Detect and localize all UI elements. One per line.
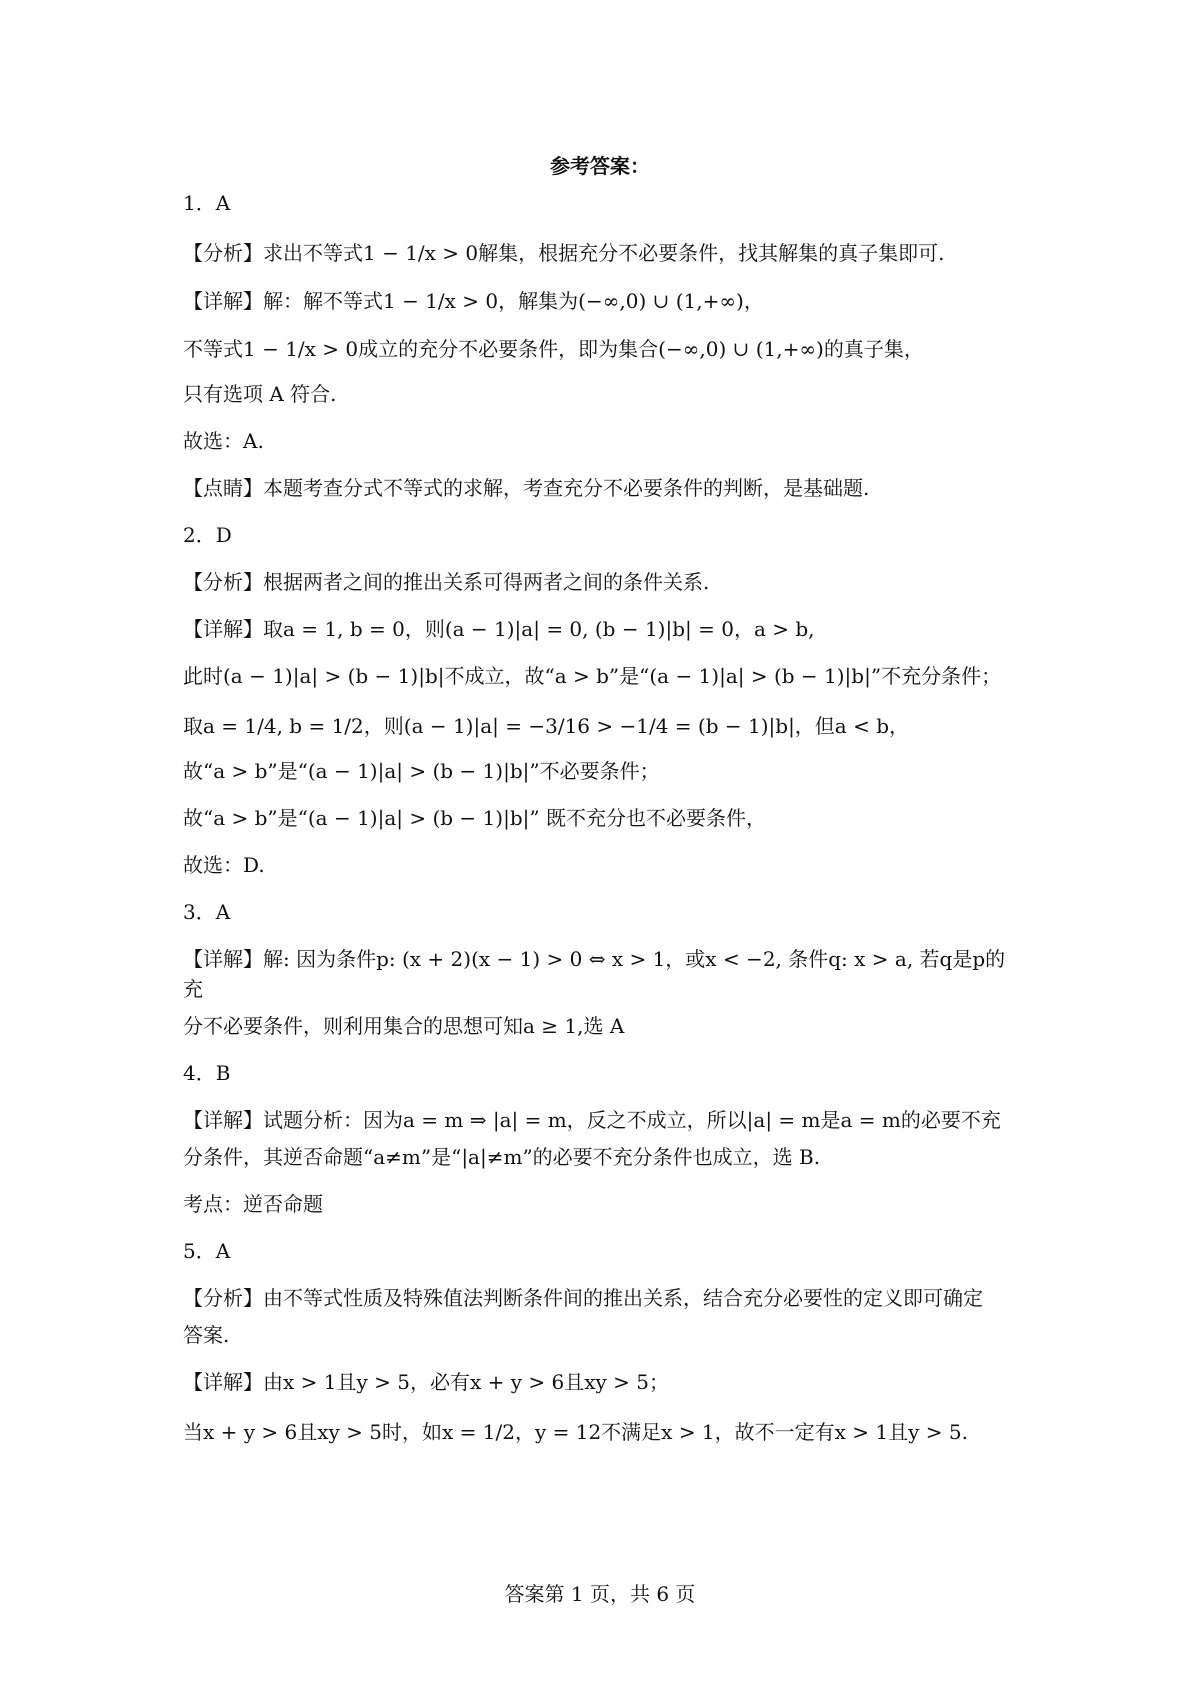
answer-4-topic: 考点：逆否命题 (183, 1192, 323, 1216)
answer-5-analysis: 【分析】由不等式性质及特殊值法判断条件间的推出关系，结合充分必要性的定义即可确定 (183, 1286, 983, 1310)
page-title: 参考答案： (550, 154, 650, 178)
answer-2-detail-line: 取a = 1/4, b = 1/2，则(a − 1)|a| = −3/16 > −1/4 = (b − 1)|b|，但a < b， (183, 714, 910, 738)
answer-2-choice: 故选：D. (183, 853, 265, 877)
answer-1-detail-line: 只有选项 A 符合. (183, 382, 337, 406)
answer-5-analysis-line: 答案. (183, 1323, 230, 1347)
answer-5-detail: 【详解】由x > 1且y > 5，必有x + y > 6且xy > 5； (183, 1370, 669, 1394)
answer-1-detail: 【详解】解：解不等式1 − 1/x > 0，解集为(−∞,0) ∪ (1,+∞)， (183, 289, 764, 313)
answer-3-heading: 3．A (183, 900, 231, 924)
answer-5-detail-line: 当x + y > 6且xy > 5时，如x = 1/2，y = 12不满足x > 1，故不一定有x > 1且y > 5. (183, 1420, 968, 1444)
answer-2-detail-line: 此时(a − 1)|a| > (b − 1)|b|不成立，故“a > b”是“(a − 1)|a| > (b − 1)|b|”不充分条件； (183, 664, 1002, 688)
answer-3-detail-line: 分不必要条件，则利用集合的思想可知a ≥ 1,选 A (183, 1014, 625, 1038)
answer-2-detail-line: 故“a > b”是“(a − 1)|a| > (b − 1)|b|” 既不充分也不必要条件， (183, 806, 766, 830)
answer-1-detail-line: 不等式1 − 1/x > 0成立的充分不必要条件，即为集合(−∞,0) ∪ (1,+∞)的真子集， (183, 337, 924, 361)
answer-4-detail: 【详解】试题分析：因为a = m ⇒ |a| = m，反之不成立，所以|a| = m是a = m的必要不充 (183, 1108, 1001, 1132)
answer-2-detail-line: 故“a > b”是“(a − 1)|a| > (b − 1)|b|”不必要条件； (183, 759, 660, 783)
answer-2-analysis: 【分析】根据两者之间的推出关系可得两者之间的条件关系. (183, 570, 710, 594)
answer-1-analysis: 【分析】求出不等式1 − 1/x > 0解集，根据充分不必要条件，找其解集的真子集即可. (183, 241, 945, 265)
answer-4-detail-line: 分条件，其逆否命题“a≠m”是“|a|≠m”的必要不充分条件也成立，选 B. (183, 1145, 821, 1169)
answer-5-heading: 5．A (183, 1239, 231, 1263)
page-footer: 答案第 1 页，共 6 页 (504, 1582, 696, 1606)
answer-content (183, 188, 1023, 1462)
answer-2-detail: 【详解】取a = 1, b = 0，则(a − 1)|a| = 0, (b − 1)|b| = 0，a > b, (183, 617, 815, 641)
answer-1-heading: 1．A (183, 191, 231, 215)
answer-2-heading: 2．D (183, 523, 232, 547)
answer-1-comment: 【点睛】本题考查分式不等式的求解，考查充分不必要条件的判断，是基础题. (183, 476, 870, 500)
answer-3-detail: 【详解】解: 因为条件p: (x + 2)(x − 1) > 0 ⇔ x > 1，或x < −2, 条件q: x > a, 若q是p的充 (183, 947, 1006, 1001)
answer-1-choice: 故选：A. (183, 429, 264, 453)
answer-4-heading: 4．B (183, 1061, 231, 1085)
